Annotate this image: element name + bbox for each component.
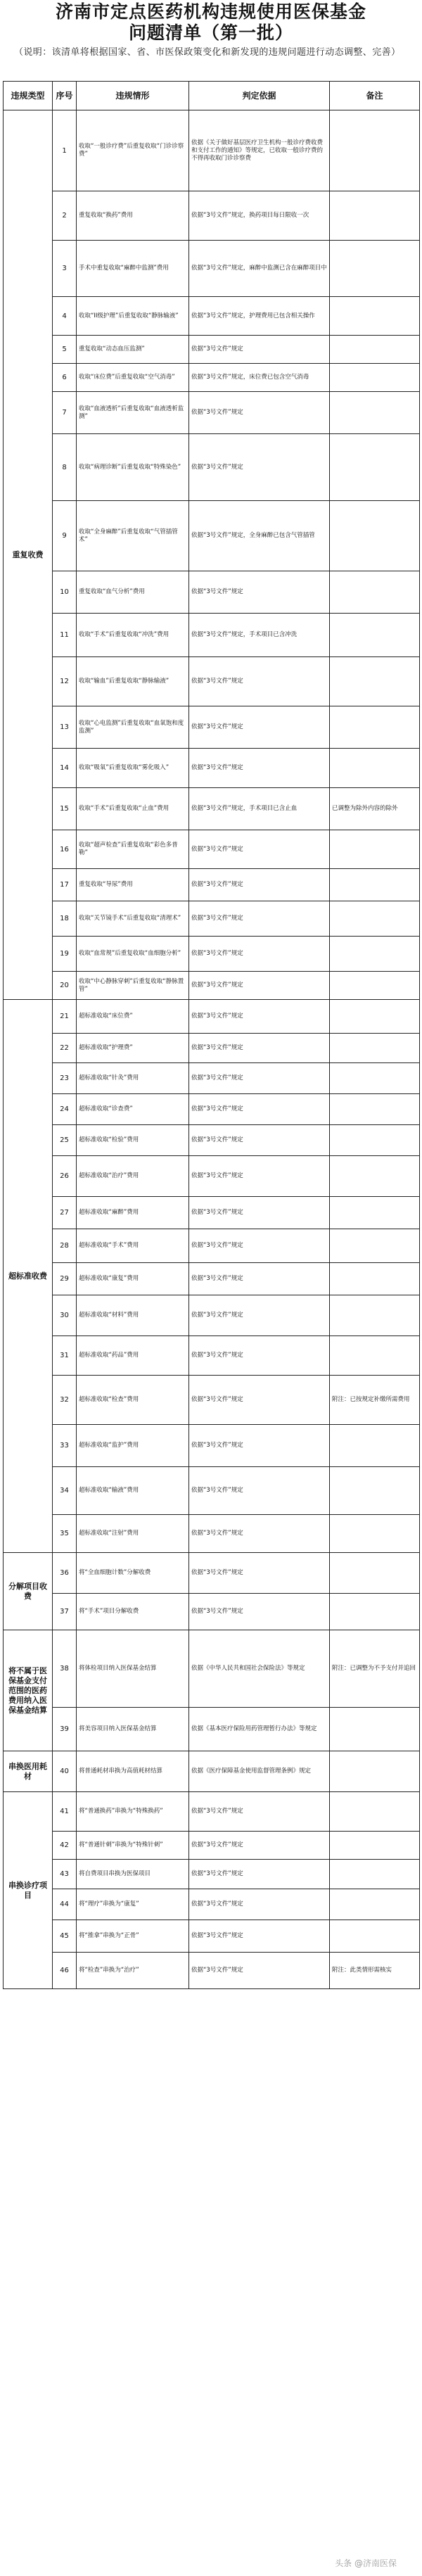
- watermark: 头条 @济南医保: [335, 2558, 397, 2568]
- violation-type-cell: 串换诊疗项目: [4, 1792, 53, 1989]
- note-cell: [330, 1860, 420, 1889]
- basis-cell: 依据“3号文件”规定: [189, 1467, 330, 1515]
- table-row: [4, 901, 420, 937]
- row-number-cell: 12: [53, 657, 77, 706]
- situation-cell: 将“全血细胞计数”分解收费: [77, 1553, 189, 1594]
- basis-cell: 依据《医疗保障基金使用监督管理条例》规定: [189, 1751, 330, 1792]
- note-cell: [330, 937, 420, 972]
- table-row: [4, 749, 420, 788]
- situation-cell: 将“普通针刺”串换为“特殊针刺”: [77, 1832, 189, 1860]
- table-row: [4, 1467, 420, 1515]
- row-number-cell: 40: [53, 1751, 77, 1792]
- table-row: [4, 297, 420, 336]
- note-cell: 附注：此类情形需核实: [330, 1953, 420, 1989]
- note-cell: [330, 571, 420, 614]
- row-number-cell: 23: [53, 1063, 77, 1094]
- violation-type-cell: 重复收费: [4, 110, 53, 1000]
- row-number-cell: 34: [53, 1467, 77, 1515]
- table-row: [4, 937, 420, 972]
- basis-cell: 依据“3号文件”规定，全身麻醉已包含气管插管: [189, 501, 330, 571]
- row-number-cell: 38: [53, 1630, 77, 1708]
- basis-cell: 依据“3号文件”规定，麻醉中监测已含在麻醉项目中: [189, 241, 330, 297]
- situation-cell: 将“推拿”串换为“正骨”: [77, 1920, 189, 1953]
- situation-cell: 收取“血常规”后重复收取“血细胞分析”: [77, 937, 189, 972]
- table-row: [4, 1156, 420, 1197]
- table-row: [4, 1630, 420, 1708]
- note-cell: [330, 1832, 420, 1860]
- row-number-cell: 41: [53, 1792, 77, 1832]
- situation-cell: 超标准收取“输液”费用: [77, 1467, 189, 1515]
- column-header-situation: 违规情形: [77, 82, 189, 110]
- row-number-cell: 7: [53, 392, 77, 434]
- table-row: [4, 1000, 420, 1034]
- table-row: [4, 1708, 420, 1751]
- row-number-cell: 39: [53, 1708, 77, 1751]
- table-row: [4, 1376, 420, 1425]
- situation-cell: 重复收取“导尿”费用: [77, 869, 189, 901]
- row-number-cell: 25: [53, 1125, 77, 1156]
- row-number-cell: 3: [53, 241, 77, 297]
- table-row: [4, 869, 420, 901]
- table-row: [4, 657, 420, 706]
- situation-cell: 收取“超声检查”后重复收取“彩色多普勒”: [77, 830, 189, 869]
- row-number-cell: 31: [53, 1336, 77, 1376]
- note-cell: [330, 830, 420, 869]
- row-number-cell: 2: [53, 191, 77, 241]
- basis-cell: 依据“3号文件”规定: [189, 1860, 330, 1889]
- row-number-cell: 15: [53, 788, 77, 830]
- basis-cell: 依据“3号文件”规定: [189, 1295, 330, 1336]
- basis-cell: 依据“3号文件”规定: [189, 1920, 330, 1953]
- note-cell: [330, 1263, 420, 1295]
- note-cell: [330, 614, 420, 657]
- table-row: [4, 1920, 420, 1953]
- table-row: [4, 1594, 420, 1630]
- basis-cell: 依据“3号文件”规定: [189, 392, 330, 434]
- note-cell: [330, 657, 420, 706]
- situation-cell: 手术中重复收取“麻醉中监测”费用: [77, 241, 189, 297]
- basis-cell: 依据“3号文件”规定，换药项目每日限收一次: [189, 191, 330, 241]
- situation-cell: 重复收取“血气分析”费用: [77, 571, 189, 614]
- page-header: [0, 0, 422, 81]
- title-line-2: 问题清单（第一批）: [128, 23, 293, 43]
- table-row: [4, 571, 420, 614]
- situation-cell: 超标准收取“针灸”费用: [77, 1063, 189, 1094]
- page-subtitle: （说明：该清单将根据国家、省、市医保政策变化和新发现的违规问题进行动态调整、完善）: [14, 47, 401, 58]
- situation-cell: 超标准收取“麻醉”费用: [77, 1197, 189, 1229]
- table-row: [4, 1229, 420, 1263]
- note-cell: [330, 1034, 420, 1063]
- table-row: [4, 364, 420, 392]
- situation-cell: 收取“全身麻醉”后重复收取“气管插管术”: [77, 501, 189, 571]
- note-cell: 附注：已调整为不予支付并追回: [330, 1630, 420, 1708]
- basis-cell: 依据“3号文件”规定: [189, 972, 330, 1000]
- basis-cell: 依据“3号文件”规定: [189, 434, 330, 501]
- situation-cell: 将自费项目串换为医保项目: [77, 1860, 189, 1889]
- basis-cell: 依据“3号文件”规定: [189, 901, 330, 937]
- situation-cell: 超标准收取“注射”费用: [77, 1515, 189, 1553]
- table-row: [4, 972, 420, 1000]
- column-header-note: 备注: [330, 82, 420, 110]
- row-number-cell: 46: [53, 1953, 77, 1989]
- table-row: [4, 1860, 420, 1889]
- row-number-cell: 42: [53, 1832, 77, 1860]
- note-cell: [330, 1229, 420, 1263]
- basis-cell: 依据“3号文件”规定，床位费已包含空气消毒: [189, 364, 330, 392]
- basis-cell: 依据“3号文件”规定: [189, 1094, 330, 1125]
- situation-cell: 收取“床位费”后重复收取“空气消毒”: [77, 364, 189, 392]
- note-cell: [330, 1889, 420, 1920]
- basis-cell: 依据“3号文件”规定: [189, 1263, 330, 1295]
- page-title: [0, 0, 422, 44]
- note-cell: 附注：已按规定补缴所需费用: [330, 1376, 420, 1425]
- note-cell: [330, 1515, 420, 1553]
- row-number-cell: 18: [53, 901, 77, 937]
- note-cell: [330, 1063, 420, 1094]
- basis-cell: 依据“3号文件”规定: [189, 1376, 330, 1425]
- note-cell: [330, 1467, 420, 1515]
- situation-cell: 收取“中心静脉穿刺”后重复收取“静脉置管”: [77, 972, 189, 1000]
- situation-cell: 收取“II级护理”后重复收取“静脉输液”: [77, 297, 189, 336]
- situation-cell: 将“检查”串换为“治疗”: [77, 1953, 189, 1989]
- note-cell: [330, 241, 420, 297]
- basis-cell: 依据“3号文件”规定: [189, 830, 330, 869]
- table-body: [4, 110, 420, 1989]
- table-row: [4, 1197, 420, 1229]
- situation-cell: 将“普通换药”串换为“特殊换药”: [77, 1792, 189, 1832]
- situation-cell: 重复收取“换药”费用: [77, 191, 189, 241]
- violation-type-cell: 分解项目收费: [4, 1553, 53, 1630]
- note-cell: [330, 110, 420, 191]
- situation-cell: 超标准收取“检查”费用: [77, 1376, 189, 1425]
- basis-cell: 依据“3号文件”规定: [189, 1792, 330, 1832]
- row-number-cell: 45: [53, 1920, 77, 1953]
- table-row: [4, 830, 420, 869]
- column-header-basis: 判定依据: [189, 82, 330, 110]
- basis-cell: 依据“3号文件”规定: [189, 571, 330, 614]
- situation-cell: 收取“手术”后重复收取“止血”费用: [77, 788, 189, 830]
- row-number-cell: 29: [53, 1263, 77, 1295]
- basis-cell: 依据“3号文件”规定: [189, 1000, 330, 1034]
- basis-cell: 依据“3号文件”规定，护理费用已包含相关操作: [189, 297, 330, 336]
- note-cell: [330, 1197, 420, 1229]
- note-cell: [330, 706, 420, 749]
- situation-cell: 将体检项目纳入医保基金结算: [77, 1630, 189, 1708]
- note-cell: [330, 1000, 420, 1034]
- basis-cell: 依据“3号文件”规定: [189, 1229, 330, 1263]
- table-row: [4, 1832, 420, 1860]
- situation-cell: 重复收取“动态血压监测”: [77, 336, 189, 364]
- basis-cell: 依据“3号文件”规定: [189, 1515, 330, 1553]
- row-number-cell: 10: [53, 571, 77, 614]
- row-number-cell: 32: [53, 1376, 77, 1425]
- situation-cell: 超标准收取“康复”费用: [77, 1263, 189, 1295]
- table-row: [4, 336, 420, 364]
- row-number-cell: 30: [53, 1295, 77, 1336]
- row-number-cell: 16: [53, 830, 77, 869]
- basis-cell: 依据“3号文件”规定: [189, 1553, 330, 1594]
- note-cell: [330, 1425, 420, 1467]
- note-cell: [330, 336, 420, 364]
- basis-cell: 依据《关于做好基层医疗卫生机构一般诊疗费收费和支付工作的通知》等规定，已收取一般诊疗费的不得再收取门诊诊察费: [189, 110, 330, 191]
- situation-cell: 超标准收取“检验”费用: [77, 1125, 189, 1156]
- table-row: [4, 1792, 420, 1832]
- table-row: [4, 706, 420, 749]
- row-number-cell: 6: [53, 364, 77, 392]
- row-number-cell: 5: [53, 336, 77, 364]
- column-header-type: 违规类型: [4, 82, 53, 110]
- note-cell: [330, 1553, 420, 1594]
- title-line-1: 济南市定点医药机构违规使用医保基金: [55, 1, 366, 22]
- table-row: [4, 1751, 420, 1792]
- table-row: [4, 501, 420, 571]
- table-row: [4, 1889, 420, 1920]
- row-number-cell: 33: [53, 1425, 77, 1467]
- table-row: [4, 1125, 420, 1156]
- row-number-cell: 28: [53, 1229, 77, 1263]
- situation-cell: 收取“血液透析”后重复收取“血液透析监测”: [77, 392, 189, 434]
- basis-cell: 依据“3号文件”规定: [189, 1063, 330, 1094]
- note-cell: [330, 392, 420, 434]
- table-row: [4, 614, 420, 657]
- basis-cell: 依据“3号文件”规定，手术项目已含止血: [189, 788, 330, 830]
- table-row: [4, 1094, 420, 1125]
- basis-cell: 依据“3号文件”规定: [189, 1156, 330, 1197]
- basis-cell: 依据“3号文件”规定: [189, 1832, 330, 1860]
- note-cell: [330, 1336, 420, 1376]
- row-number-cell: 22: [53, 1034, 77, 1063]
- table-row: [4, 1263, 420, 1295]
- basis-cell: 依据“3号文件”规定: [189, 1889, 330, 1920]
- note-cell: [330, 297, 420, 336]
- note-cell: 已调整为除外内容的除外: [330, 788, 420, 830]
- table-row: [4, 1063, 420, 1094]
- row-number-cell: 9: [53, 501, 77, 571]
- table-row: [4, 788, 420, 830]
- situation-cell: 将“理疗”串换为“康复”: [77, 1889, 189, 1920]
- row-number-cell: 20: [53, 972, 77, 1000]
- row-number-cell: 35: [53, 1515, 77, 1553]
- situation-cell: 将美容项目纳入医保基金结算: [77, 1708, 189, 1751]
- note-cell: [330, 501, 420, 571]
- column-header-number: 序号: [53, 82, 77, 110]
- basis-cell: 依据“3号文件”规定: [189, 336, 330, 364]
- situation-cell: 收取“关节镜手术”后重复收取“清理术”: [77, 901, 189, 937]
- basis-cell: 依据“3号文件”规定: [189, 869, 330, 901]
- note-cell: [330, 1920, 420, 1953]
- situation-cell: 超标准收取“床位费”: [77, 1000, 189, 1034]
- table-row: [4, 1295, 420, 1336]
- table-row: [4, 1953, 420, 1989]
- situation-cell: 超标准收取“材料”费用: [77, 1295, 189, 1336]
- basis-cell: 依据“3号文件”规定: [189, 1197, 330, 1229]
- table-row: [4, 392, 420, 434]
- situation-cell: 收取“输血”后重复收取“静脉输液”: [77, 657, 189, 706]
- row-number-cell: 8: [53, 434, 77, 501]
- basis-cell: 依据“3号文件”规定: [189, 1336, 330, 1376]
- note-cell: [330, 972, 420, 1000]
- situation-cell: 超标准收取“药品”费用: [77, 1336, 189, 1376]
- note-cell: [330, 434, 420, 501]
- violations-table: [3, 81, 420, 1989]
- table-row: [4, 1425, 420, 1467]
- note-cell: [330, 1295, 420, 1336]
- situation-cell: 收取“吸氧”后重复收取“雾化吸入”: [77, 749, 189, 788]
- situation-cell: 将“手术”项目分解收费: [77, 1594, 189, 1630]
- table-row: [4, 1336, 420, 1376]
- row-number-cell: 26: [53, 1156, 77, 1197]
- row-number-cell: 27: [53, 1197, 77, 1229]
- situation-cell: 将普通耗材串换为高值耗材结算: [77, 1751, 189, 1792]
- note-cell: [330, 1708, 420, 1751]
- table-row: [4, 1553, 420, 1594]
- situation-cell: 超标准收取“护理费”: [77, 1034, 189, 1063]
- row-number-cell: 36: [53, 1553, 77, 1594]
- row-number-cell: 1: [53, 110, 77, 191]
- basis-cell: 依据“3号文件”规定: [189, 1125, 330, 1156]
- situation-cell: 超标准收取“治疗”费用: [77, 1156, 189, 1197]
- situation-cell: 收取“一般诊疗费”后重复收取“门诊诊察费”: [77, 110, 189, 191]
- basis-cell: 依据“3号文件”规定: [189, 1425, 330, 1467]
- row-number-cell: 24: [53, 1094, 77, 1125]
- violation-type-cell: 串换医用耗材: [4, 1751, 53, 1792]
- row-number-cell: 17: [53, 869, 77, 901]
- note-cell: [330, 1751, 420, 1792]
- basis-cell: 依据“3号文件”规定: [189, 706, 330, 749]
- situation-cell: 收取“手术”后重复收取“冲洗”费用: [77, 614, 189, 657]
- situation-cell: 超标准收取“监护”费用: [77, 1425, 189, 1467]
- note-cell: [330, 1156, 420, 1197]
- situation-cell: 收取“病理诊断”后重复收取“特殊染色”: [77, 434, 189, 501]
- violation-type-cell: 将不属于医保基金支付范围的医药费用纳入医保基金结算: [4, 1630, 53, 1751]
- row-number-cell: 11: [53, 614, 77, 657]
- note-cell: [330, 1792, 420, 1832]
- basis-cell: 依据“3号文件”规定: [189, 937, 330, 972]
- row-number-cell: 37: [53, 1594, 77, 1630]
- basis-cell: 依据“3号文件”规定: [189, 657, 330, 706]
- row-number-cell: 13: [53, 706, 77, 749]
- basis-cell: 依据《基本医疗保险用药管理暂行办法》等规定: [189, 1708, 330, 1751]
- row-number-cell: 43: [53, 1860, 77, 1889]
- note-cell: [330, 869, 420, 901]
- table-row: [4, 110, 420, 191]
- note-cell: [330, 1594, 420, 1630]
- note-cell: [330, 364, 420, 392]
- note-cell: [330, 191, 420, 241]
- note-cell: [330, 1125, 420, 1156]
- basis-cell: 依据“3号文件”规定: [189, 1594, 330, 1630]
- note-cell: [330, 901, 420, 937]
- situation-cell: 超标准收取“诊查费”: [77, 1094, 189, 1125]
- basis-cell: 依据《中华人民共和国社会保险法》等规定: [189, 1630, 330, 1708]
- table-header-row: [4, 82, 420, 110]
- note-cell: [330, 1094, 420, 1125]
- table-row: [4, 1034, 420, 1063]
- table-row: [4, 434, 420, 501]
- table-row: [4, 191, 420, 241]
- row-number-cell: 4: [53, 297, 77, 336]
- row-number-cell: 21: [53, 1000, 77, 1034]
- row-number-cell: 14: [53, 749, 77, 788]
- table-row: [4, 1515, 420, 1553]
- table-row: [4, 241, 420, 297]
- situation-cell: 超标准收取“手术”费用: [77, 1229, 189, 1263]
- violation-type-cell: 超标准收费: [4, 1000, 53, 1553]
- basis-cell: 依据“3号文件”规定: [189, 1034, 330, 1063]
- basis-cell: 依据“3号文件”规定: [189, 1953, 330, 1989]
- row-number-cell: 44: [53, 1889, 77, 1920]
- basis-cell: 依据“3号文件”规定，手术项目已含冲洗: [189, 614, 330, 657]
- note-cell: [330, 749, 420, 788]
- situation-cell: 收取“心电监测”后重复收取“血氧饱和度监测”: [77, 706, 189, 749]
- row-number-cell: 19: [53, 937, 77, 972]
- basis-cell: 依据“3号文件”规定: [189, 749, 330, 788]
